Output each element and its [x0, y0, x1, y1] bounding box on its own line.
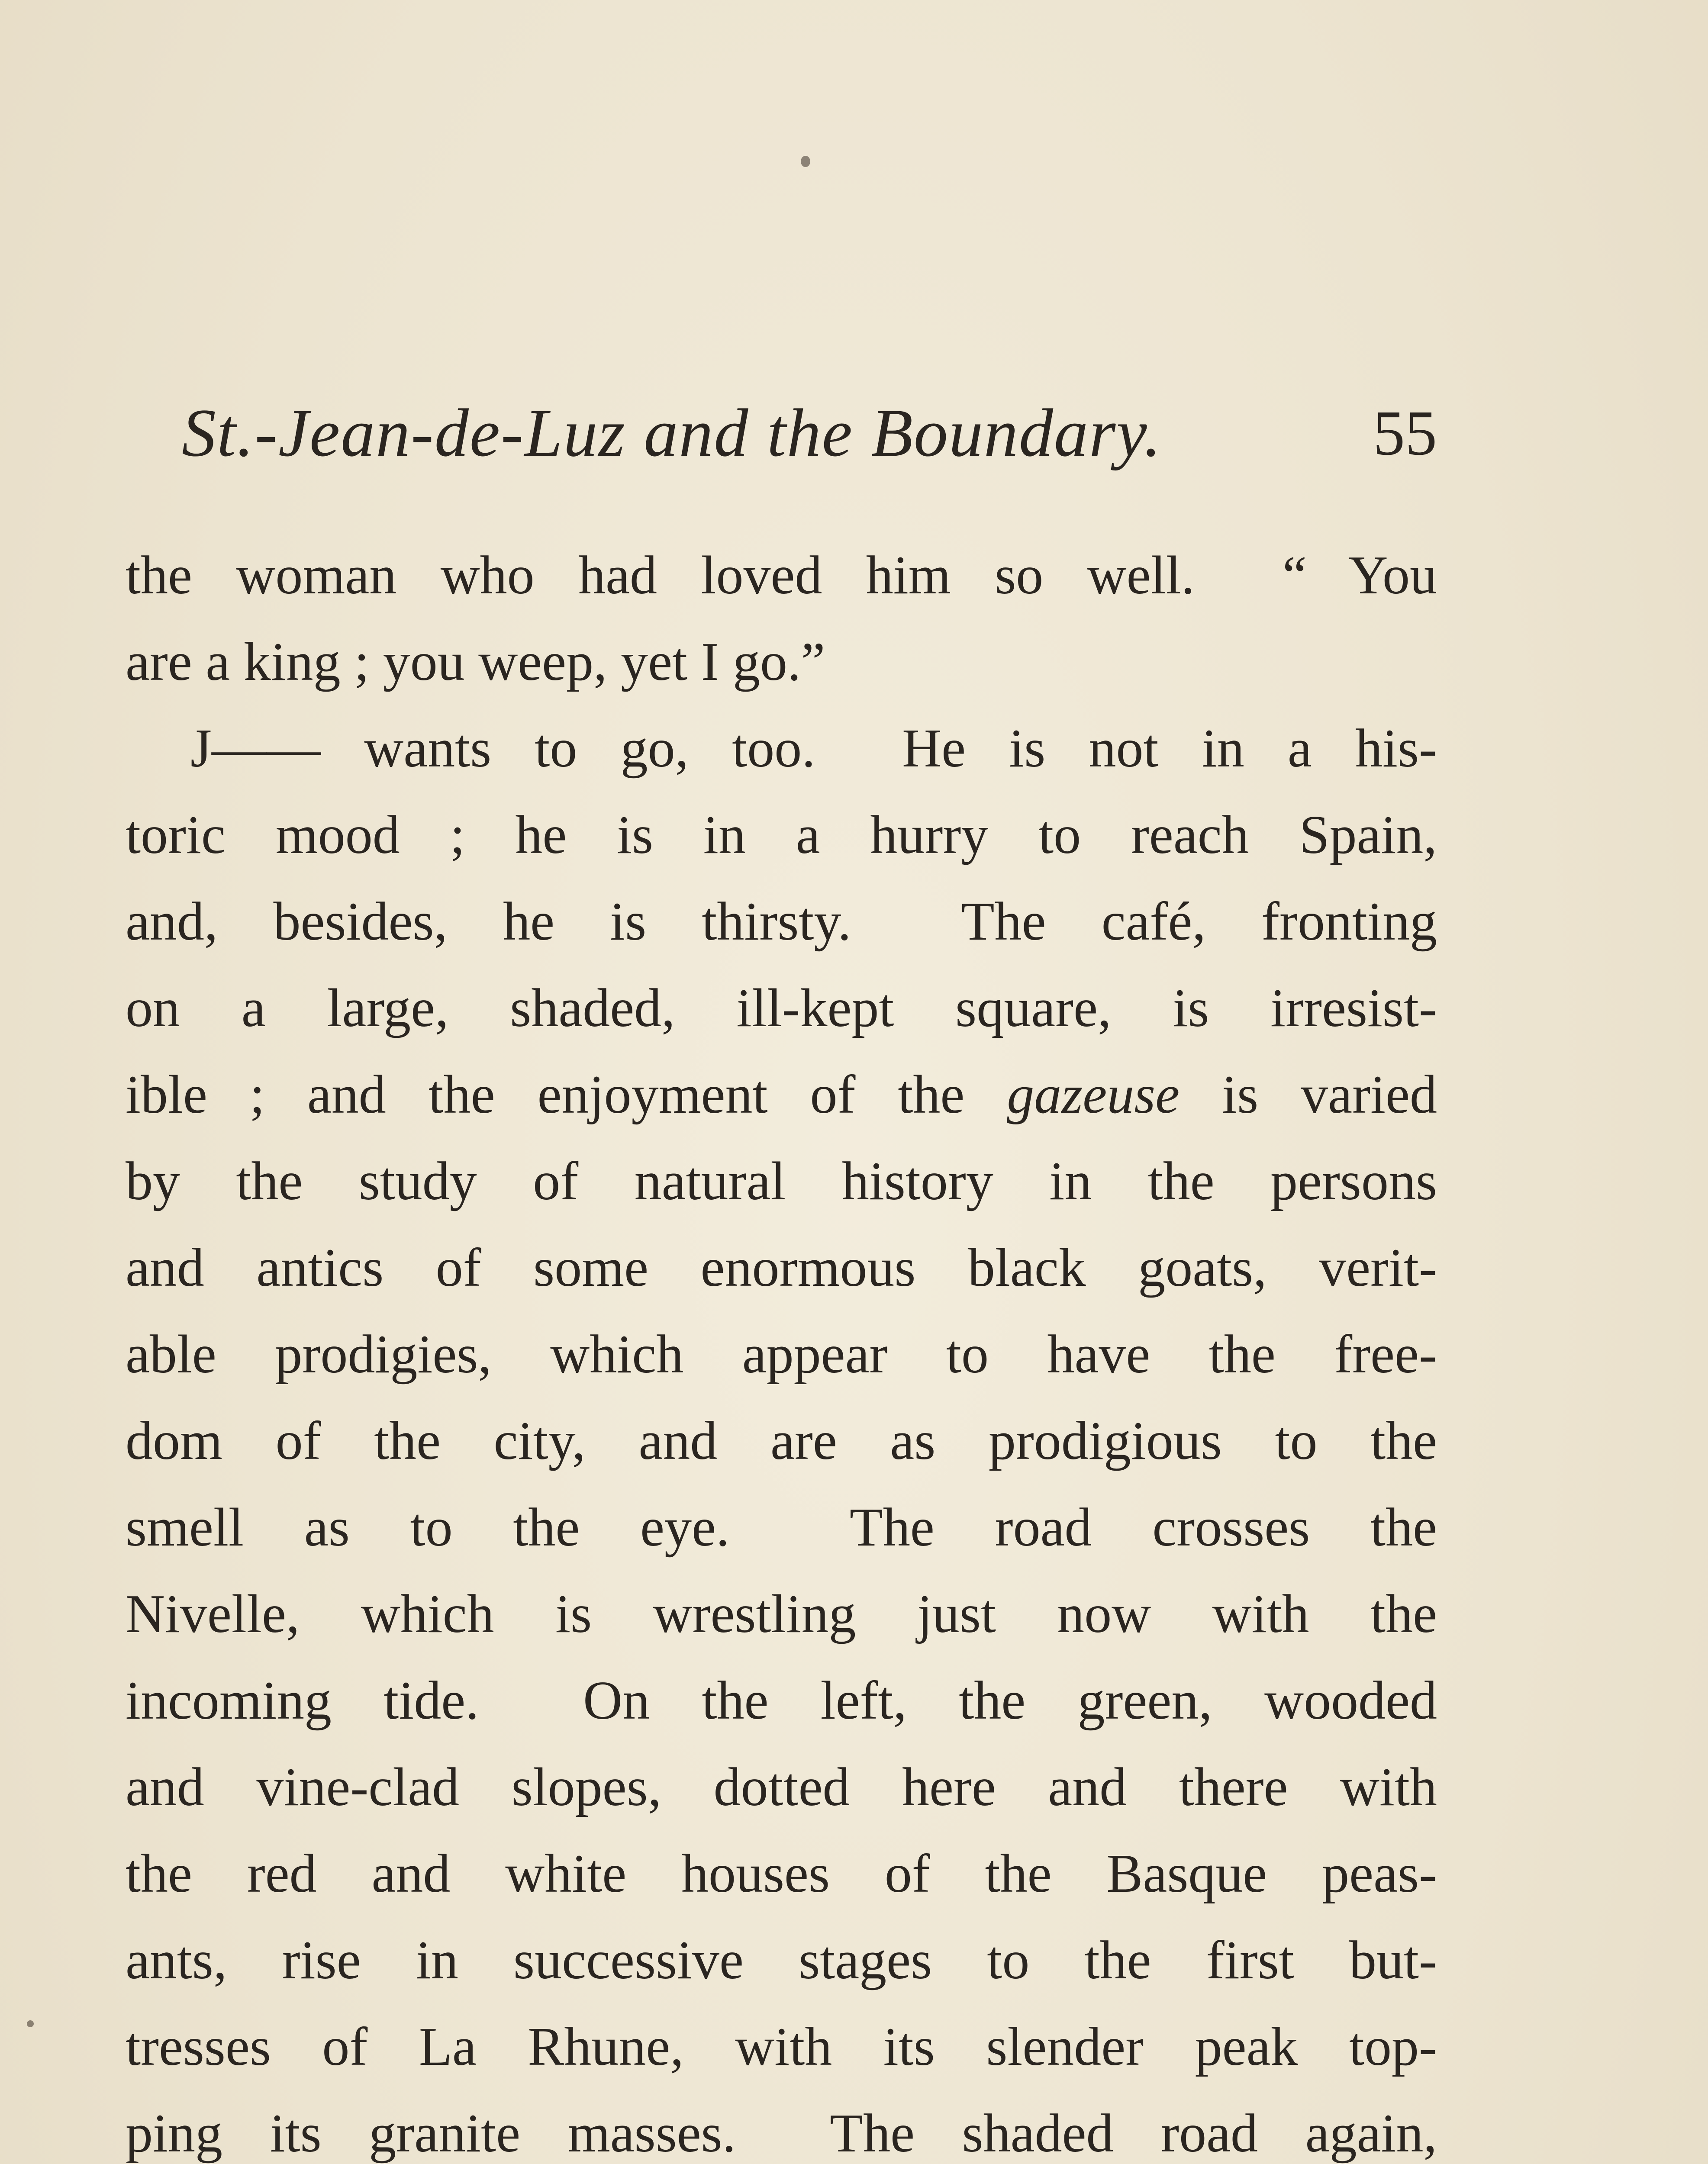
- text-segment: J—— wants to go, too. He is not in a his-: [190, 718, 1437, 779]
- running-title: St.-Jean-de-Luz and the Boundary.: [182, 395, 1162, 471]
- text-segment: and, besides, he is thirsty. The café, fronting: [126, 892, 1437, 952]
- text-segment: smell as to the eye. The road crosses the: [126, 1497, 1437, 1558]
- text-segment: toric mood ; he is in a hurry to reach Spain,: [126, 805, 1437, 865]
- text-line: [126, 532, 1437, 619]
- text-segment: and vine-clad slopes, dotted here and there with: [126, 1757, 1437, 1817]
- text-segment: is varied: [1179, 1065, 1437, 1125]
- page-number: 55: [1373, 398, 1437, 469]
- text-line: [126, 1485, 1437, 1571]
- text-line: [126, 1658, 1437, 1744]
- text-line: [126, 1311, 1437, 1398]
- text-line: [126, 2090, 1437, 2164]
- text-line: [126, 965, 1437, 1052]
- italic-phrase: gazeuse: [1007, 1065, 1180, 1125]
- text-line: [126, 879, 1437, 965]
- paper-speck: [801, 156, 810, 167]
- text-line: [126, 1831, 1437, 1917]
- text-line: [126, 1744, 1437, 1831]
- paper-speck: [27, 2020, 34, 2027]
- text-line: [126, 1917, 1437, 2004]
- text-segment: ants, rise in successive stages to the first but-: [126, 1930, 1437, 1990]
- text-line: [126, 1571, 1437, 1658]
- text-segment: ible ; and the enjoyment of the: [126, 1065, 1007, 1125]
- text-line: [126, 1225, 1437, 1311]
- text-segment: are a king ; you weep, yet I go.”: [126, 632, 825, 692]
- text-line: [126, 619, 1437, 705]
- text-line: [126, 792, 1437, 879]
- text-line: [126, 1398, 1437, 1485]
- text-line: [126, 705, 1437, 792]
- text-line: [126, 1052, 1437, 1138]
- body-text: [126, 532, 1437, 2164]
- text-segment: by the study of natural history in the persons: [126, 1151, 1437, 1211]
- text-segment: able prodigies, which appear to have the free-: [126, 1324, 1437, 1385]
- text-segment: the woman who had loved him so well. “ You: [126, 545, 1437, 605]
- text-segment: on a large, shaded, ill-kept square, is irresist-: [126, 978, 1437, 1038]
- text-segment: dom of the city, and are as prodigious to the: [126, 1411, 1437, 1471]
- text-segment: tresses of La Rhune, with its slender peak top-: [126, 2017, 1437, 2077]
- text-line: [126, 2004, 1437, 2090]
- text-segment: Nivelle, which is wrestling just now with the: [126, 1584, 1437, 1644]
- text-segment: ping its granite masses. The shaded road again,: [126, 2103, 1437, 2164]
- text-segment: and antics of some enormous black goats, verit-: [126, 1238, 1437, 1298]
- running-head: [126, 381, 1437, 471]
- text-segment: the red and white houses of the Basque peas-: [126, 1844, 1437, 1904]
- text-segment: incoming tide. On the left, the green, wooded: [126, 1671, 1437, 1731]
- text-line: [126, 1138, 1437, 1225]
